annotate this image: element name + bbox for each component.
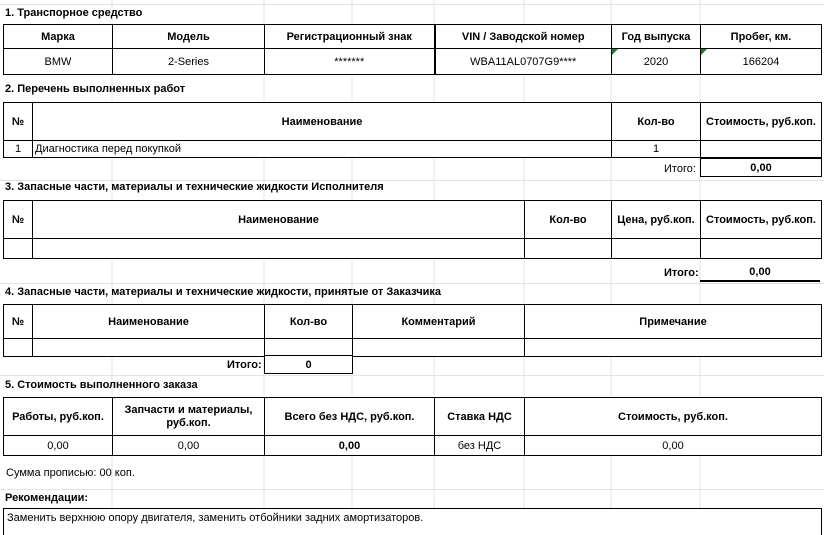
parts-cost-value: 0,00 <box>113 436 265 456</box>
section-5-title: 5. Стоимость выполненного заказа <box>5 379 198 391</box>
col-header-parts: Запчасти и материалы, руб.коп. <box>113 398 265 436</box>
cell-comment-marker <box>612 49 618 55</box>
col-header-cost: Стоимость, руб.коп. <box>701 103 822 141</box>
col-header-year: Год выпуска <box>612 25 701 49</box>
amount-in-words <box>6 467 135 479</box>
year-value: 2020 <box>612 49 701 75</box>
col-header-mileage: Пробег, км. <box>701 25 822 49</box>
col-header-number: № <box>4 305 33 339</box>
make-value: BMW <box>4 49 113 75</box>
customer-parts-table <box>3 304 822 357</box>
model-value: 2-Series <box>113 49 265 75</box>
total-value: 0,00 <box>700 266 820 282</box>
vat-rate-value: без НДС <box>435 436 525 456</box>
total-label: Итого: <box>227 359 262 371</box>
total-value: 0 <box>264 355 353 374</box>
contractor-parts-table <box>3 200 822 259</box>
table-row <box>4 141 822 158</box>
col-header-reg-number: Регистрационный знак <box>265 25 435 49</box>
col-header-qty: Кол-во <box>525 201 612 239</box>
amount-in-words-label: Сумма прописью: <box>6 467 97 479</box>
col-header-number: № <box>4 103 33 141</box>
table-row <box>4 339 822 357</box>
col-header-qty: Кол-во <box>612 103 701 141</box>
col-header-works: Работы, руб.коп. <box>4 398 113 436</box>
order-cost-table <box>3 397 822 456</box>
col-header-name: Наименование <box>33 103 612 141</box>
recommendations-text: Заменить верхнюю опору двигателя, заменить отбойники задних амортизаторов. <box>7 512 424 524</box>
section-4-title: 4. Запасные части, материалы и технические жидкости, принятые от Заказчика <box>5 286 441 298</box>
col-header-note: Примечание <box>525 305 822 339</box>
vin-value: WBA11AL0707G9**** <box>435 49 612 75</box>
col-header-price: Цена, руб.коп. <box>612 201 701 239</box>
row-number: 1 <box>4 141 33 158</box>
row-qty: 1 <box>612 141 701 158</box>
recommendations-title: Рекомендации: <box>5 492 89 504</box>
mileage-value: 166204 <box>701 49 822 75</box>
section-1-title: 1. Транспорное средство <box>5 7 143 19</box>
total-label: Итого: <box>664 163 696 175</box>
col-header-vin: VIN / Заводской номер <box>435 25 612 49</box>
col-header-model: Модель <box>113 25 265 49</box>
col-header-cost: Стоимость, руб.коп. <box>701 201 822 239</box>
section-3-title: 3. Запасные части, материалы и технические жидкости Исполнителя <box>5 181 384 193</box>
total-no-vat-value: 0,00 <box>265 436 435 456</box>
row-name: Диагностика перед покупкой <box>33 141 612 158</box>
section-2-title: 2. Перечень выполненных работ <box>5 83 186 95</box>
reg-number-value: ******* <box>265 49 435 75</box>
col-header-number: № <box>4 201 33 239</box>
total-label: Итого: <box>664 267 699 279</box>
total-value: 0,00 <box>700 158 822 177</box>
table-row <box>4 239 822 259</box>
col-header-name: Наименование <box>33 305 265 339</box>
order-cost-value: 0,00 <box>525 436 822 456</box>
col-header-total-no-vat: Всего без НДС, руб.коп. <box>265 398 435 436</box>
col-header-make: Марка <box>4 25 113 49</box>
col-header-vat-rate: Ставка НДС <box>435 398 525 436</box>
amount-in-words-value: 00 коп. <box>99 467 135 479</box>
works-cost-value: 0,00 <box>4 436 113 456</box>
col-header-name: Наименование <box>33 201 525 239</box>
row-cost <box>701 141 822 158</box>
works-table <box>3 102 822 158</box>
col-header-comment: Комментарий <box>353 305 525 339</box>
col-header-cost: Стоимость, руб.коп. <box>525 398 822 436</box>
cell-comment-marker <box>701 49 707 55</box>
vehicle-table <box>3 24 822 75</box>
recommendations-box <box>3 508 822 535</box>
col-header-qty: Кол-во <box>265 305 353 339</box>
